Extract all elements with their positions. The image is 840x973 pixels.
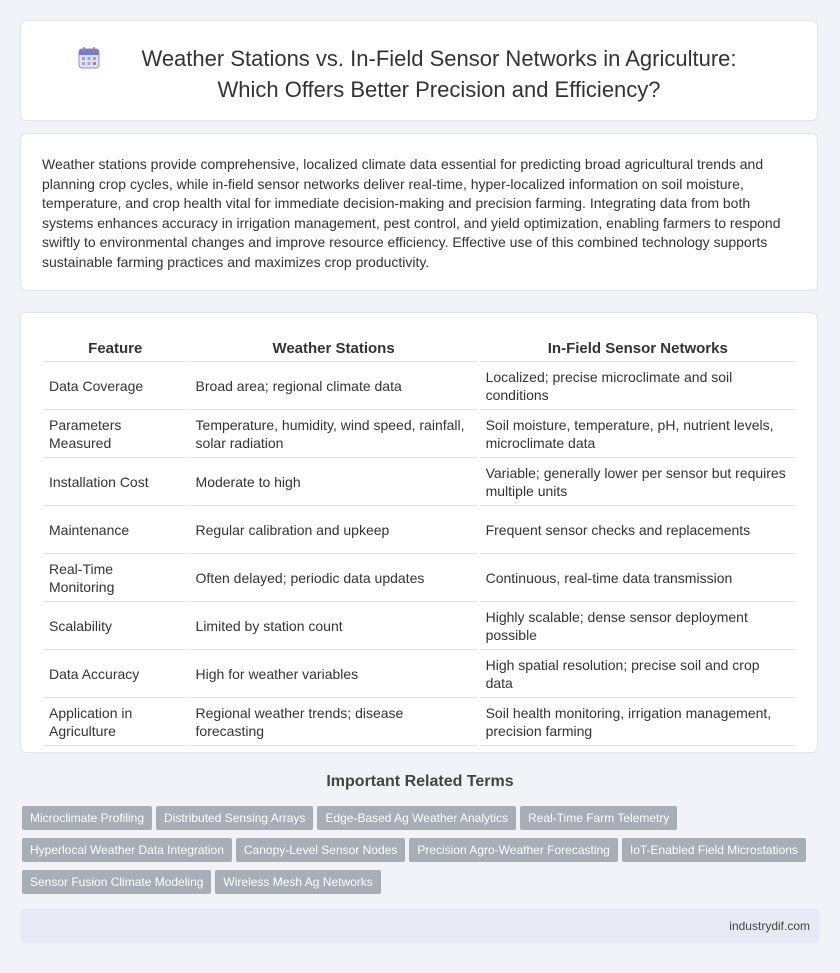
sensor-networks-cell: Variable; generally lower per sensor but requires multiple units (480, 458, 796, 506)
related-term-tag[interactable]: Precision Agro-Weather Forecasting (409, 838, 618, 862)
weather-stations-cell: Limited by station count (190, 602, 478, 650)
header-weather-stations: Weather Stations (190, 335, 478, 362)
related-term-tag[interactable]: Sensor Fusion Climate Modeling (22, 870, 211, 894)
weather-stations-cell: High for weather variables (190, 650, 478, 698)
sensor-networks-cell: Continuous, real-time data transmission (480, 554, 796, 602)
intro-paragraph: Weather stations provide comprehensive, localized climate data essential for predicting broad agricultural trends and planning crop cycles, while in-field sensor networks deliver real-time, hyper-localized information on soil moisture, temperature, and crop health vital for immediate decision-making and precision farming. Integrating data from both systems enhances accuracy in irrigation management, pest control, and yield optimization, enabling farmers to respond swiftly to environmental changes and improve resource efficiency. Effective use of this combined technology supports sustainable farming practices and maximizes crop productivity. (42, 156, 781, 270)
table-row (43, 554, 796, 602)
feature-cell: Installation Cost (43, 458, 188, 506)
header-in-field-sensor-networks: In-Field Sensor Networks (480, 335, 796, 362)
table-row (43, 650, 796, 698)
intro-card (20, 133, 818, 291)
related-term-tag[interactable]: Edge-Based Ag Weather Analytics (317, 806, 516, 830)
weather-stations-cell: Temperature, humidity, wind speed, rainfall, solar radiation (190, 410, 478, 458)
weather-stations-cell: Moderate to high (190, 458, 478, 506)
related-terms-title: Important Related Terms (326, 773, 514, 790)
feature-cell: Scalability (43, 602, 188, 650)
sensor-networks-cell: Soil health monitoring, irrigation management, precision farming (480, 698, 796, 746)
title-card (20, 20, 818, 121)
comparison-card (20, 312, 818, 753)
footer-site-link[interactable]: industrydif.com (729, 919, 810, 933)
related-term-tag[interactable]: Hyperlocal Weather Data Integration (22, 838, 232, 862)
table-header-row (43, 335, 796, 362)
feature-cell: Parameters Measured (43, 410, 188, 458)
comparison-table (41, 335, 798, 746)
sensor-networks-cell: Localized; precise microclimate and soil conditions (480, 362, 796, 410)
related-terms-list (22, 806, 822, 902)
related-term-tag[interactable]: Distributed Sensing Arrays (156, 806, 313, 830)
footer (20, 909, 820, 943)
sensor-networks-cell: Frequent sensor checks and replacements (480, 506, 796, 554)
related-term-tag[interactable]: IoT-Enabled Field Microstations (622, 838, 806, 862)
weather-stations-cell: Often delayed; periodic data updates (190, 554, 478, 602)
table-row (43, 362, 796, 410)
table-row (43, 602, 796, 650)
weather-stations-cell: Regular calibration and upkeep (190, 506, 478, 554)
feature-cell: Data Coverage (43, 362, 188, 410)
table-row (43, 698, 796, 746)
table-row (43, 506, 796, 554)
weather-stations-cell: Regional weather trends; disease forecasting (190, 698, 478, 746)
sensor-networks-cell: High spatial resolution; precise soil and crop data (480, 650, 796, 698)
feature-cell: Maintenance (43, 506, 188, 554)
table-row (43, 458, 796, 506)
related-term-tag[interactable]: Real-Time Farm Telemetry (520, 806, 677, 830)
feature-cell: Application in Agriculture (43, 698, 188, 746)
related-term-tag[interactable]: Microclimate Profiling (22, 806, 152, 830)
related-term-tag[interactable]: Canopy-Level Sensor Nodes (236, 838, 405, 862)
table-row (43, 410, 796, 458)
feature-cell: Data Accuracy (43, 650, 188, 698)
sensor-networks-cell: Highly scalable; dense sensor deployment possible (480, 602, 796, 650)
page-title: Weather Stations vs. In-Field Sensor Networks in Agriculture: Which Offers Better Precision and Efficiency? (141, 46, 737, 102)
feature-cell: Real-Time Monitoring (43, 554, 188, 602)
weather-stations-cell: Broad area; regional climate data (190, 362, 478, 410)
header-feature: Feature (43, 335, 188, 362)
sensor-networks-cell: Soil moisture, temperature, pH, nutrient levels, microclimate data (480, 410, 796, 458)
related-term-tag[interactable]: Wireless Mesh Ag Networks (215, 870, 380, 894)
